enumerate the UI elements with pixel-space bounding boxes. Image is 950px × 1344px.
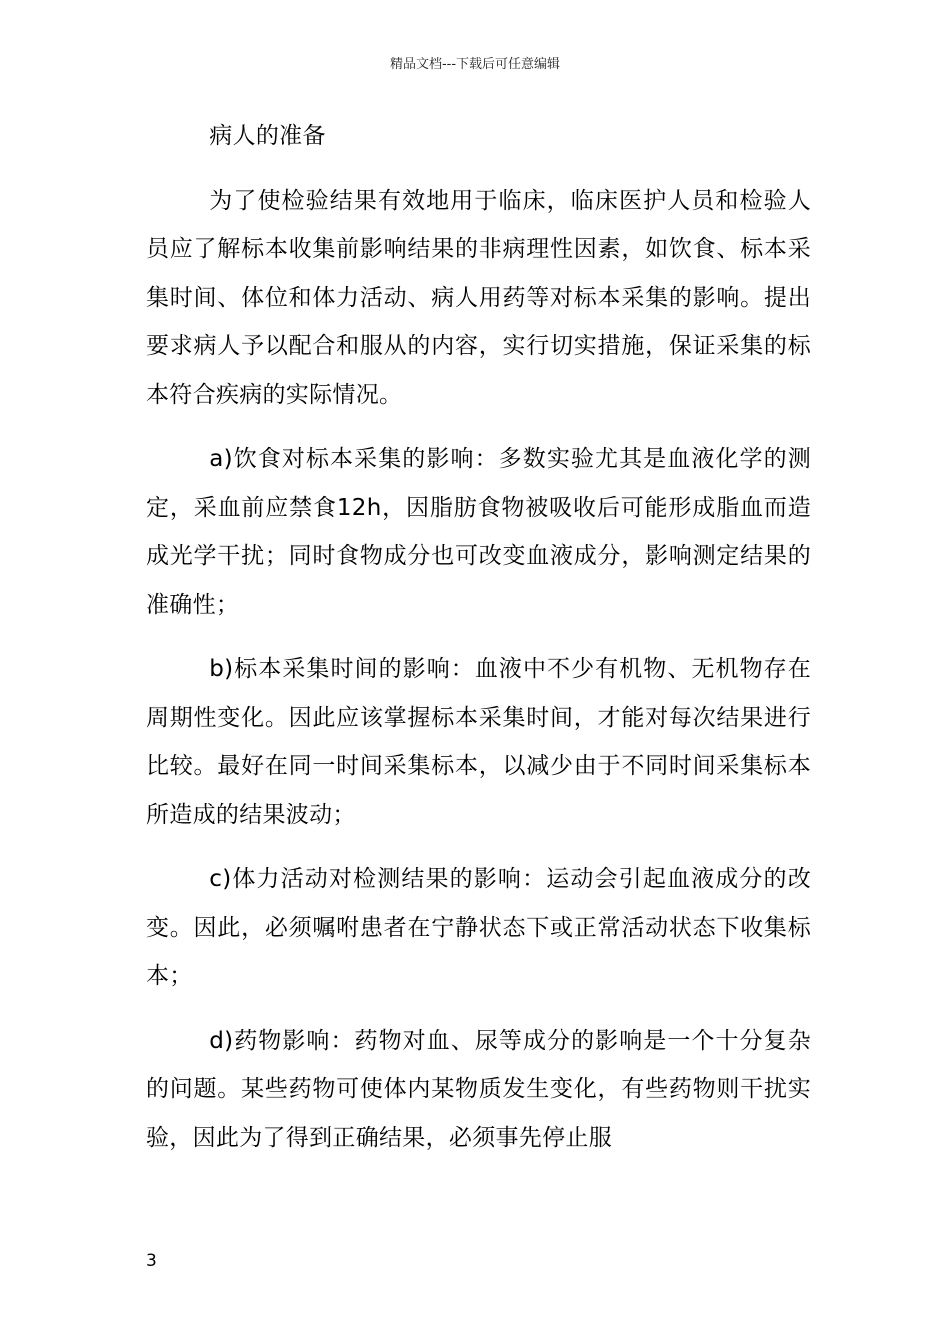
page-number: 3	[146, 1251, 157, 1271]
physical-activity-paragraph: c)体力活动对检测结果的影响：运动会引起血液成分的改变。因此，必须嘱咐患者在宁静状态下或正常活动状态下收集标本；	[146, 866, 811, 989]
document-body	[146, 112, 811, 1162]
collection-time-paragraph: b)标本采集时间的影响：血液中不少有机物、无机物存在周期性变化。因此应该掌握标本采集时间，才能对每次结果进行比较。最好在同一时间采集标本，以减少由于不同时间采集标本所造成的结果波动；	[146, 656, 811, 828]
intro-paragraph: 为了使检验结果有效地用于临床，临床医护人员和检验人员应了解标本收集前影响结果的非病理性因素，如饮食、标本采集时间、体位和体力活动、病人用药等对标本采集的影响。提出要求病人予以配合和服从的内容，实行切实措施，保证采集的标本符合疾病的实际情况。	[146, 187, 811, 408]
section-heading: 病人的准备	[209, 123, 326, 149]
page-header: 精品文档---下载后可任意编辑	[389, 57, 561, 72]
drug-effect-paragraph: d)药物影响：药物对血、尿等成分的影响是一个十分复杂的问题。某些药物可使体内某物质发生变化，有些药物则干扰实验，因此为了得到正确结果，必须事先停止服	[146, 1027, 811, 1151]
diet-paragraph: a)饮食对标本采集的影响：多数实验尤其是血液化学的测定，采血前应禁食12h，因脂肪食物被吸收后可能形成脂血而造成光学干扰；同时食物成分也可改变血液成分，影响测定结果的准确性；	[146, 446, 811, 618]
